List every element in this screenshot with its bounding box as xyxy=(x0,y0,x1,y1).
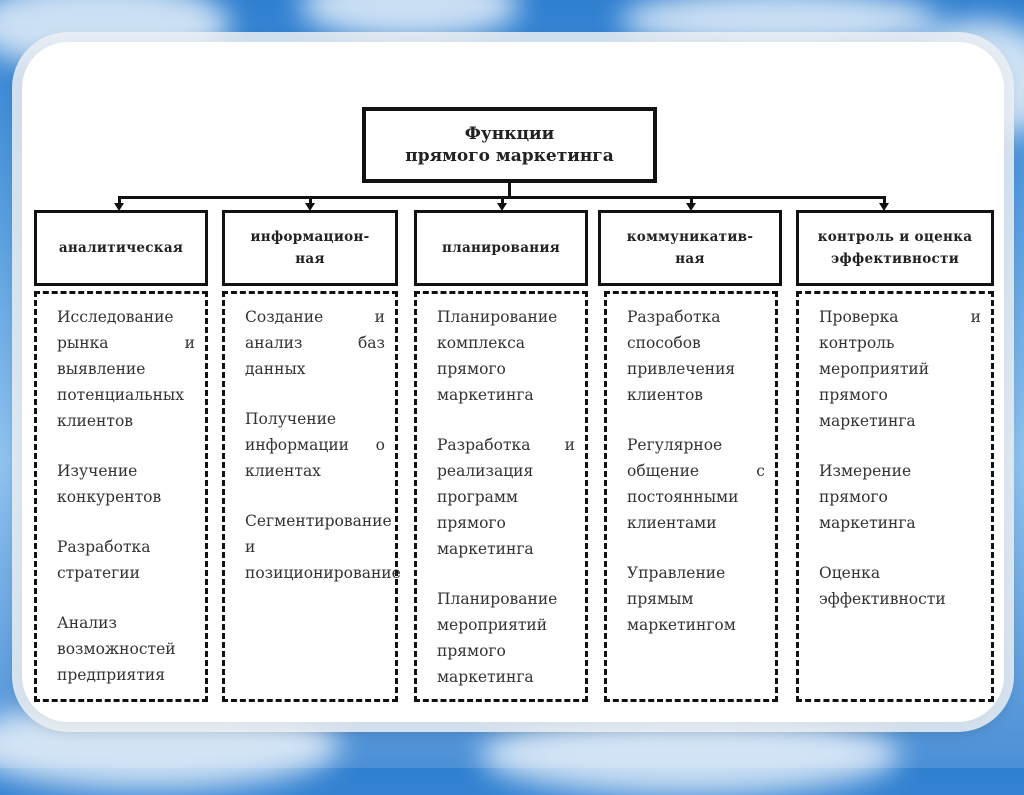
function-details-control xyxy=(796,291,994,702)
cloud xyxy=(300,0,520,40)
detail-item: Оценка эффективности xyxy=(819,564,946,608)
function-heading-informational xyxy=(222,210,398,286)
detail-item: Разработка способов привлечения клиентов xyxy=(627,308,736,404)
detail-item: Изучение конкурентов xyxy=(57,462,162,506)
detail-item: Получение информации о клиентах xyxy=(245,410,385,480)
heading-label: информацион-ная xyxy=(250,229,370,267)
diagram-title-line-2: прямого маркетинга xyxy=(405,146,614,166)
detail-item: Управление прямым маркетингом xyxy=(627,564,736,634)
detail-item: Планирование комплекса прямого маркетинга xyxy=(437,308,558,404)
diagram-title-line-1: Функции xyxy=(464,124,555,144)
heading-label: планирования xyxy=(441,240,561,256)
detail-item: Планирование мероприятий прямого маркетинга xyxy=(437,590,558,686)
detail-item: Сегментирование и позиционирование xyxy=(245,512,401,582)
heading-label: коммуникатив-ная xyxy=(626,229,754,267)
detail-item: Исследование рынка и выявление потенциальных клиентов xyxy=(57,308,195,430)
function-details-informational xyxy=(222,291,401,702)
detail-item: Разработка стратегии xyxy=(57,538,151,582)
function-details-planning xyxy=(414,291,588,702)
function-heading-communicative xyxy=(598,210,782,286)
detail-item: Разработка и реализация программ прямого маркетинга xyxy=(437,436,575,558)
function-details-communicative xyxy=(604,291,778,702)
function-heading-analytical xyxy=(34,210,208,286)
connector-vertical xyxy=(508,183,511,197)
heading-label: аналитическая xyxy=(58,240,184,256)
function-heading-planning xyxy=(414,210,588,286)
detail-item: Измерение прямого маркетинга xyxy=(819,462,916,532)
function-heading-control xyxy=(796,210,994,286)
heading-label: контроль и оценка эффективности xyxy=(817,229,973,267)
diagram-title xyxy=(362,107,657,183)
cloud xyxy=(480,715,900,795)
detail-item: Проверка и контроль мероприятий прямого маркетинга xyxy=(819,308,981,430)
function-details-analytical xyxy=(34,291,208,702)
detail-item: Анализ возможностей предприятия xyxy=(57,614,176,684)
detail-item: Регулярное общение с постоянными клиентами xyxy=(627,436,765,532)
detail-item: Создание и анализ баз данных xyxy=(245,308,385,378)
